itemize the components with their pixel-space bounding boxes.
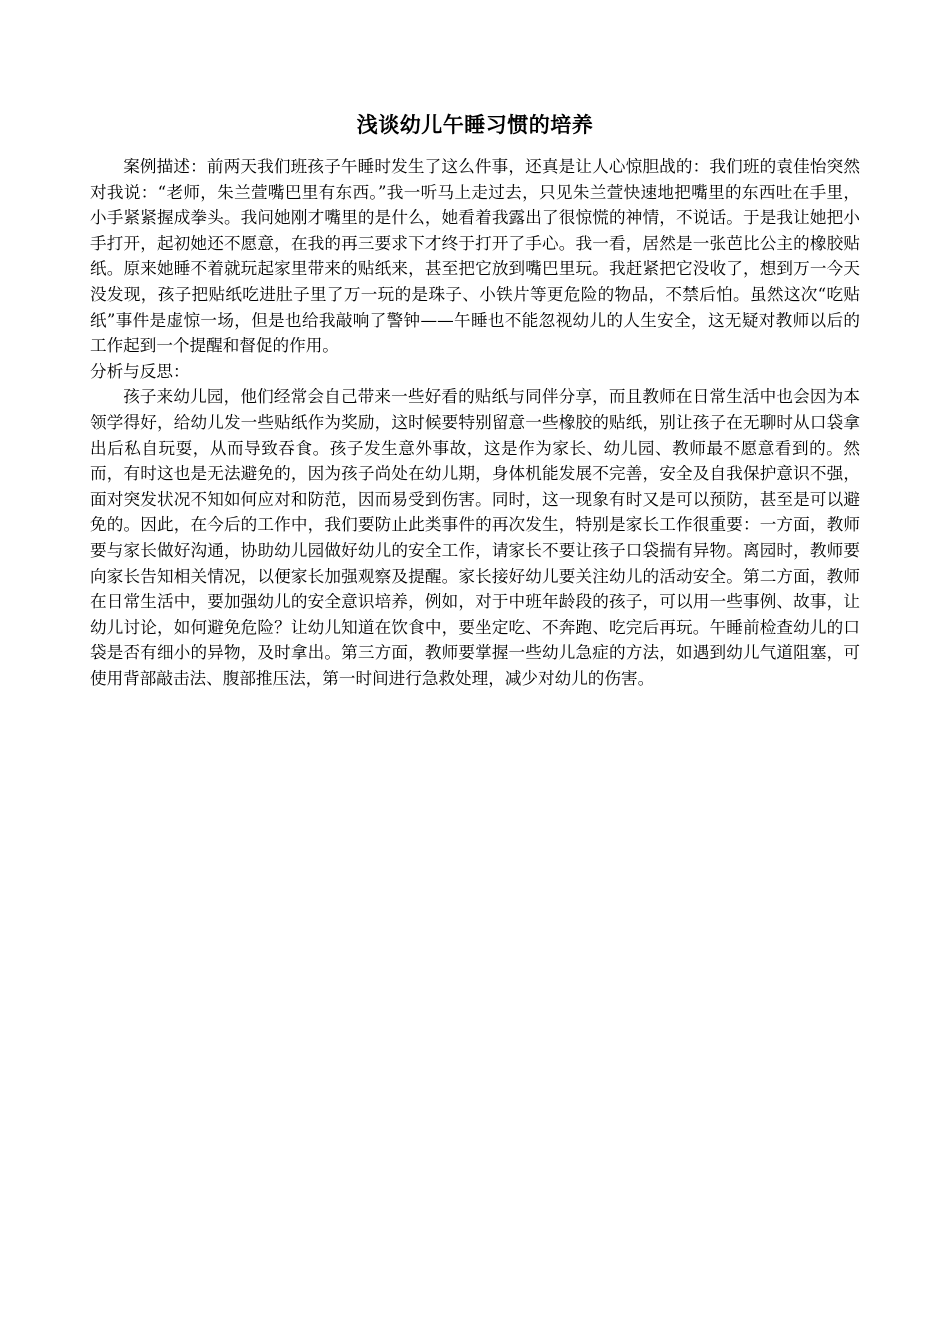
- analysis-paragraph: 孩子来幼儿园，他们经常会自己带来一些好看的贴纸与同伴分享，而且教师在日常生活中也会因为本领学得好，给幼儿发一些贴纸作为奖励，这时候要特别留意一些橡胶的贴纸，别让孩子在无聊时从口袋拿出后私自玩耍，从而导致吞食。孩子发生意外事故，这是作为家长、幼儿园、教师最不愿意看到的。然而，有时这也是无法避免的，因为孩子尚处在幼儿期，身体机能发展不完善，安全及自我保护意识不强，面对突发状况不知如何应对和防范，因而易受到伤害。同时，这一现象有时又是可以预防，甚至是可以避免的。因此，在今后的工作中，我们要防止此类事件的再次发生，特别是家长工作很重要：一方面，教师要与家长做好沟通，协助幼儿园做好幼儿的安全工作，请家长不要让孩子口袋揣有异物。离园时，教师要向家长告知相关情况，以便家长加强观察及提醒。家长接好幼儿要关注幼儿的活动安全。第二方面，教师在日常生活中，要加强幼儿的安全意识培养，例如，对于中班年龄段的孩子，可以用一些事例、故事，让幼儿讨论，如何避免危险？让幼儿知道在饮食中，要坐定吃、不奔跑、吃完后再玩。午睡前检查幼儿的口袋是否有细小的异物，及时拿出。第三方面，教师要掌握一些幼儿急症的方法，如遇到幼儿气道阻塞，可使用背部敲击法、腹部推压法，第一时间进行急救处理，减少对幼儿的伤害。: [90, 387, 860, 688]
- analysis-heading: 分析与反思：: [90, 361, 190, 381]
- document-body: [90, 108, 860, 691]
- document-title: 浅谈幼儿午睡习惯的培养: [356, 113, 594, 137]
- case-description-paragraph: 案例描述：前两天我们班孩子午睡时发生了这么件事，还真是让人心惊胆战的：我们班的袁佳怡突然对我说：“老师，朱兰萱嘴巴里有东西。”我一听马上走过去，只见朱兰萱快速地把嘴里的东西吐在手里，小手紧紧握成拳头。我问她刚才嘴里的是什么，她看着我露出了很惊慌的神情，不说话。于是我让她把小手打开，起初她还不愿意，在我的再三要求下才终于打开了手心。我一看，居然是一张芭比公主的橡胶贴纸。原来她睡不着就玩起家里带来的贴纸来，甚至把它放到嘴巴里玩。我赶紧把它没收了，想到万一今天没发现，孩子把贴纸吃进肚子里了万一玩的是珠子、小铁片等更危险的物品，不禁后怕。虽然这次“吃贴纸”事件是虚惊一场，但是也给我敲响了警钟——午睡也不能忽视幼儿的人生安全，这无疑对教师以后的工作起到一个提醒和督促的作用。: [90, 157, 860, 356]
